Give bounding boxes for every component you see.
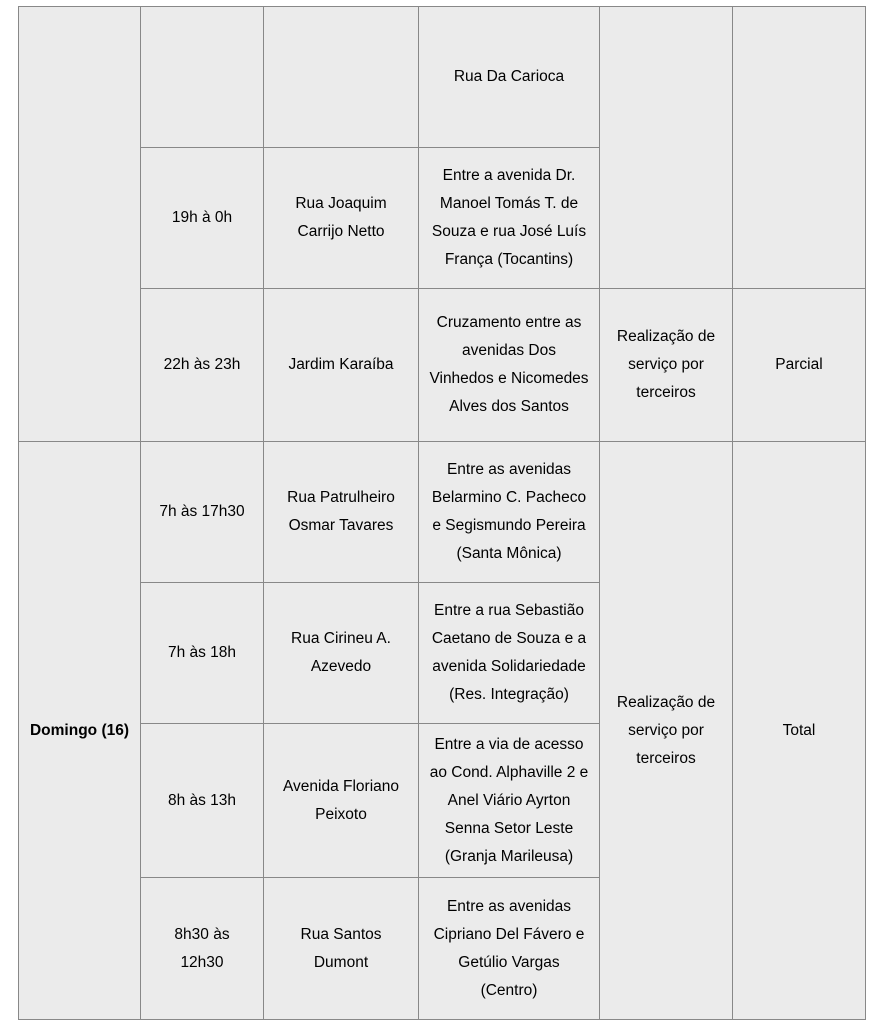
closure-type-cell-empty <box>733 7 866 289</box>
street-cell <box>264 7 419 148</box>
table-row <box>19 7 866 148</box>
description-cell: Entre as avenidas Cipriano Del Fávero e Getúlio Vargas (Centro) <box>419 878 600 1020</box>
table-row <box>19 289 866 442</box>
table-row <box>19 442 866 583</box>
description-cell: Cruzamento entre as avenidas Dos Vinhedos e Nicomedes Alves dos Santos <box>419 289 600 442</box>
day-cell-empty <box>19 7 141 442</box>
road-closure-table <box>18 6 866 1020</box>
description-cell: Entre a via de acesso ao Cond. Alphaville 2 e Anel Viário Ayrton Senna Setor Leste (Granja Marileusa) <box>419 724 600 878</box>
time-cell: 8h às 13h <box>141 724 264 878</box>
service-cell-empty <box>600 7 733 289</box>
time-cell: 7h às 17h30 <box>141 442 264 583</box>
time-cell: 19h à 0h <box>141 148 264 289</box>
street-cell: Jardim Karaíba <box>264 289 419 442</box>
street-cell: Avenida Floriano Peixoto <box>264 724 419 878</box>
service-cell: Realização de serviço por terceiros <box>600 442 733 1020</box>
time-cell: 7h às 18h <box>141 583 264 724</box>
description-cell: Entre a avenida Dr. Manoel Tomás T. de Souza e rua José Luís França (Tocantins) <box>419 148 600 289</box>
service-cell: Realização de serviço por terceiros <box>600 289 733 442</box>
time-cell: 8h30 às 12h30 <box>141 878 264 1020</box>
description-cell: Entre a rua Sebastião Caetano de Souza e a avenida Solidariedade (Res. Integração) <box>419 583 600 724</box>
day-cell: Domingo (16) <box>19 442 141 1020</box>
street-cell: Rua Patrulheiro Osmar Tavares <box>264 442 419 583</box>
description-cell: Rua Da Carioca <box>419 7 600 148</box>
street-cell: Rua Santos Dumont <box>264 878 419 1020</box>
closure-type-cell: Total <box>733 442 866 1020</box>
time-cell <box>141 7 264 148</box>
description-cell: Entre as avenidas Belarmino C. Pacheco e Segismundo Pereira (Santa Mônica) <box>419 442 600 583</box>
street-cell: Rua Joaquim Carrijo Netto <box>264 148 419 289</box>
closure-type-cell: Parcial <box>733 289 866 442</box>
time-cell: 22h às 23h <box>141 289 264 442</box>
street-cell: Rua Cirineu A. Azevedo <box>264 583 419 724</box>
